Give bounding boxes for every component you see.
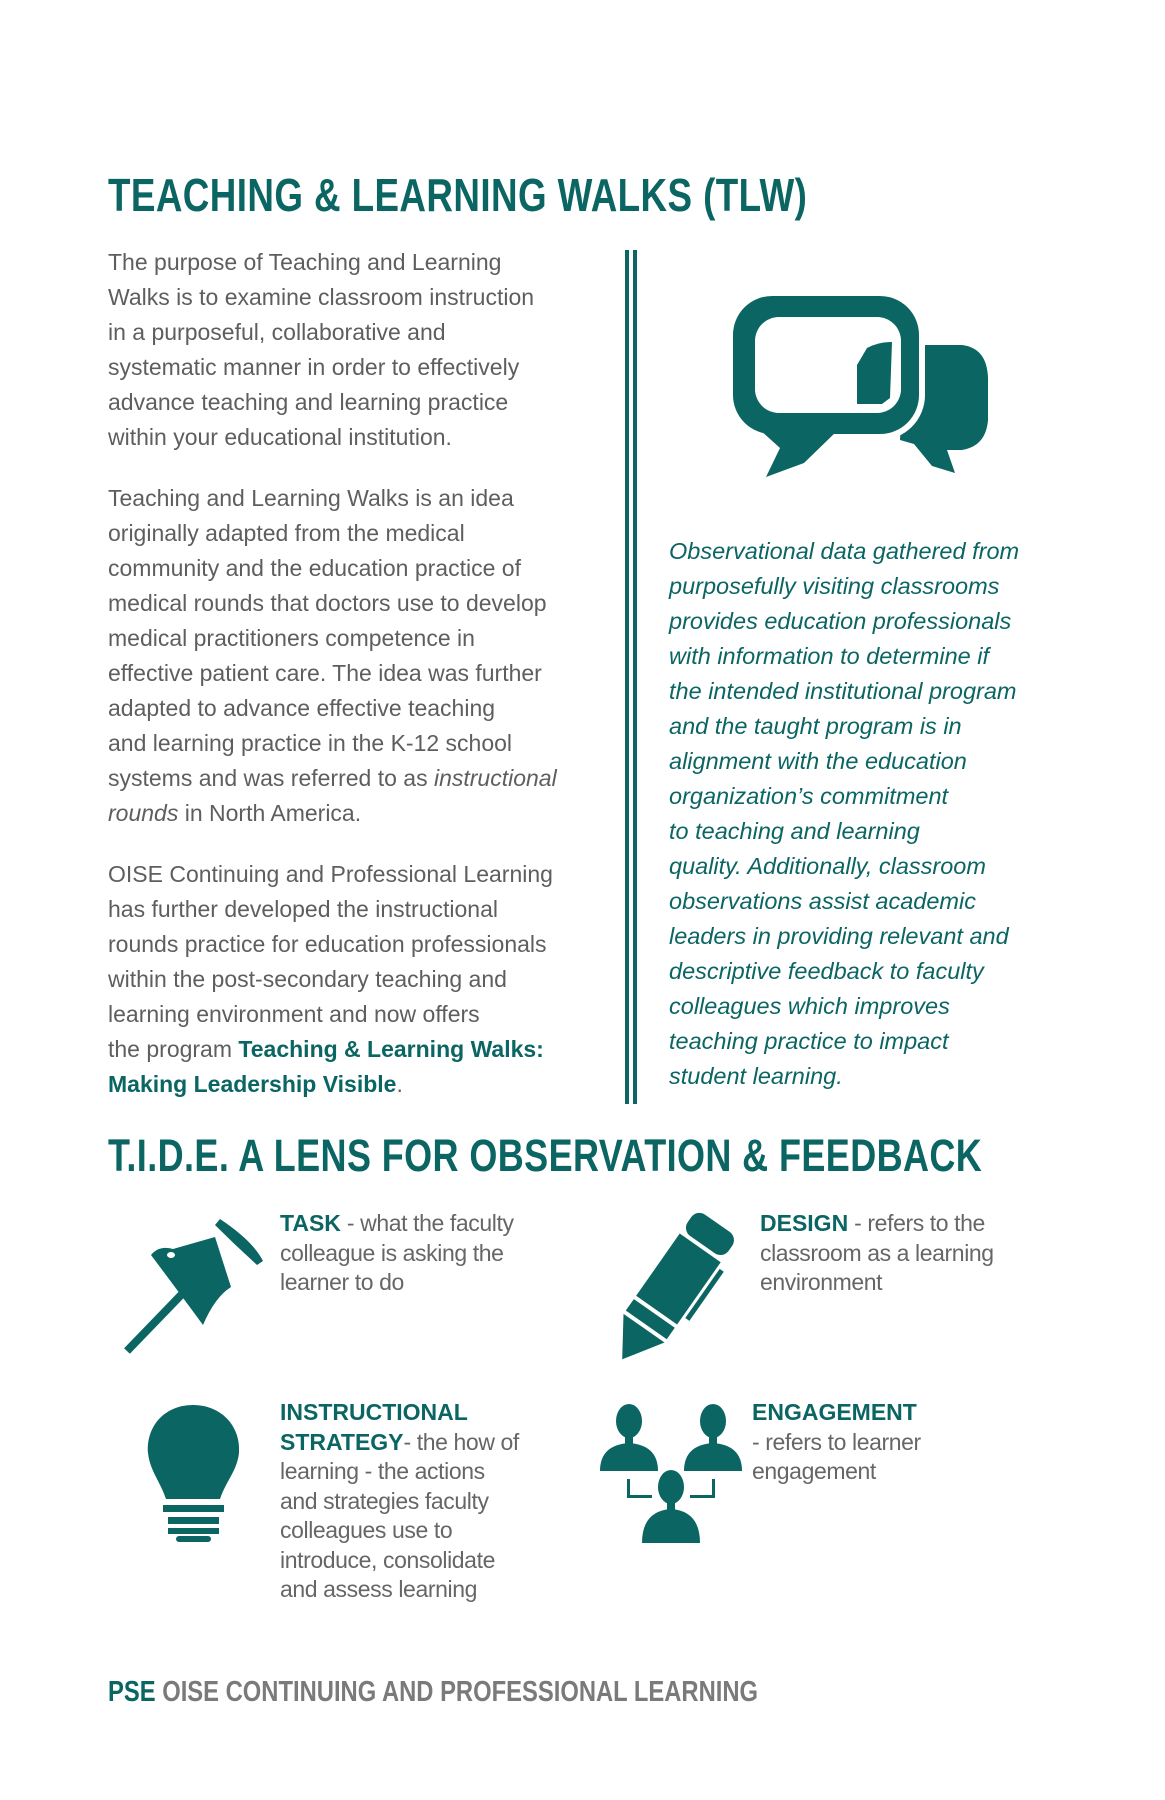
body-text: medical practitioners competence in (108, 625, 475, 651)
quote-line: organization’s commitment (669, 783, 949, 809)
body-text: advance teaching and learning practice (108, 389, 509, 415)
strategy-text: and assess learning (280, 1576, 477, 1602)
strategy-text: learning - the actions (280, 1458, 485, 1484)
body-text: medical rounds that doctors use to develop (108, 590, 547, 616)
tide-design (760, 1209, 994, 1298)
quote-line: leaders in providing relevant and (669, 923, 1009, 949)
task-text: - what the faculty (340, 1210, 514, 1236)
quote-line: the intended institutional program (669, 678, 1017, 704)
design-text: environment (760, 1269, 883, 1295)
strategy-label: STRATEGY (280, 1428, 404, 1455)
footer-org: OISE CONTINUING AND PROFESSIONAL LEARNING (155, 1676, 759, 1708)
body-text: learning environment and now offers (108, 1001, 480, 1027)
body-text: adapted to advance effective teaching (108, 695, 496, 721)
paragraph-line (108, 621, 608, 656)
pen-icon (601, 1215, 746, 1355)
tide-task (280, 1209, 514, 1298)
paragraph-line (108, 857, 608, 892)
paragraph-line (108, 315, 608, 350)
quote-line: purposefully visiting classrooms (669, 573, 1000, 599)
quote-line: with information to determine if (669, 643, 990, 669)
body-text: originally adapted from the medical (108, 520, 465, 546)
paragraph-line (108, 551, 608, 586)
intro-paragraph (108, 481, 608, 831)
quote-line: Observational data gathered from (669, 538, 1020, 564)
paragraph-line (108, 761, 608, 796)
body-text: OISE Continuing and Professional Learning (108, 861, 553, 887)
strategy-text: and strategies faculty (280, 1487, 489, 1514)
task-label: TASK (280, 1210, 341, 1236)
people-group-icon (600, 1403, 742, 1545)
tide-heading: T.I.D.E. A LENS FOR OBSERVATION & FEEDBACK (108, 1130, 983, 1181)
quote-line: to teaching and learning (669, 818, 920, 844)
paragraph-line (108, 385, 608, 420)
quote-line: quality. Additionally, classroom (669, 853, 986, 879)
strategy-text: - the how of (403, 1428, 519, 1455)
paragraph-line (108, 691, 608, 726)
paragraph-line (108, 656, 608, 691)
quote-line: observations assist academic (669, 888, 976, 914)
body-text: . (396, 1071, 403, 1097)
page-title: TEACHING & LEARNING WALKS (TLW) (108, 169, 808, 221)
strategy-label: INSTRUCTIONAL (280, 1399, 468, 1425)
paragraph-line (108, 481, 608, 516)
body-text: systems and was referred to as (108, 765, 434, 791)
paragraph-line (108, 586, 608, 621)
engagement-text: engagement (752, 1458, 876, 1484)
design-text: classroom as a learning (760, 1239, 994, 1266)
paragraph-line (108, 280, 608, 315)
body-text: systematic manner in order to effectively (108, 354, 520, 380)
body-text: in North America. (178, 800, 362, 826)
emphasis-text: instructional (433, 765, 557, 791)
body-text: effective patient care. The idea was further (108, 660, 542, 686)
program-name: Teaching & Learning Walks: (238, 1036, 544, 1062)
engagement-label: ENGAGEMENT (752, 1399, 917, 1425)
divider-line (633, 250, 637, 1104)
paragraph-line (108, 1067, 608, 1102)
quote-line: teaching practice to impact (669, 1028, 949, 1054)
paragraph-line (108, 892, 608, 927)
design-text: - refers to the (848, 1210, 985, 1236)
pushpin-icon (123, 1215, 263, 1355)
paragraph-line (108, 796, 608, 831)
design-label: DESIGN (760, 1210, 849, 1236)
tide-engagement (752, 1398, 921, 1487)
paragraph-line (108, 927, 608, 962)
body-text: Teaching and Learning Walks is an idea (108, 485, 514, 511)
task-text: colleague is asking the (280, 1239, 504, 1266)
footer-pse: PSE (108, 1676, 156, 1708)
paragraph-line (108, 962, 608, 997)
speech-bubbles-icon (700, 280, 1000, 490)
body-text: the program (108, 1036, 239, 1062)
paragraph-line (108, 726, 608, 761)
paragraph-line (108, 1032, 608, 1067)
task-text: learner to do (280, 1269, 404, 1295)
body-text: The purpose of Teaching and Learning (108, 249, 502, 275)
lightbulb-icon (146, 1403, 241, 1543)
paragraph-line (108, 350, 608, 385)
body-text: has further developed the instructional (108, 896, 498, 922)
intro-paragraph (108, 245, 608, 455)
engagement-text: - refers to learner (752, 1428, 921, 1455)
paragraph-line (108, 245, 608, 280)
strategy-text: introduce, consolidate (280, 1546, 495, 1573)
body-text: in a purposeful, collaborative and (108, 319, 446, 345)
paragraph-line (108, 997, 608, 1032)
quote-line: alignment with the education (669, 748, 967, 774)
intro-paragraph (108, 857, 608, 1102)
quote-line: provides education professionals (669, 608, 1012, 634)
body-text: within the post-secondary teaching and (108, 966, 507, 992)
quote-line: descriptive feedback to faculty (669, 958, 984, 984)
body-text: Walks is to examine classroom instruction (108, 284, 535, 310)
strategy-text: colleagues use to (280, 1517, 453, 1543)
body-text: rounds practice for education professionals (108, 931, 547, 957)
divider-line (625, 250, 629, 1104)
emphasis-text: rounds (108, 800, 179, 826)
quote-line: colleagues which improves (669, 993, 950, 1019)
quote-line: student learning. (669, 1063, 843, 1089)
body-text: community and the education practice of (108, 555, 521, 581)
footer (108, 1676, 758, 1709)
paragraph-line (108, 420, 608, 455)
paragraph-line (108, 516, 608, 551)
program-name: Making Leadership Visible (108, 1071, 397, 1097)
body-text: and learning practice in the K-12 school (108, 730, 513, 756)
quote-line: and the taught program is in (669, 713, 962, 739)
quote-block (669, 534, 1019, 1094)
tide-strategy (280, 1398, 519, 1605)
body-text: within your educational institution. (108, 424, 452, 450)
